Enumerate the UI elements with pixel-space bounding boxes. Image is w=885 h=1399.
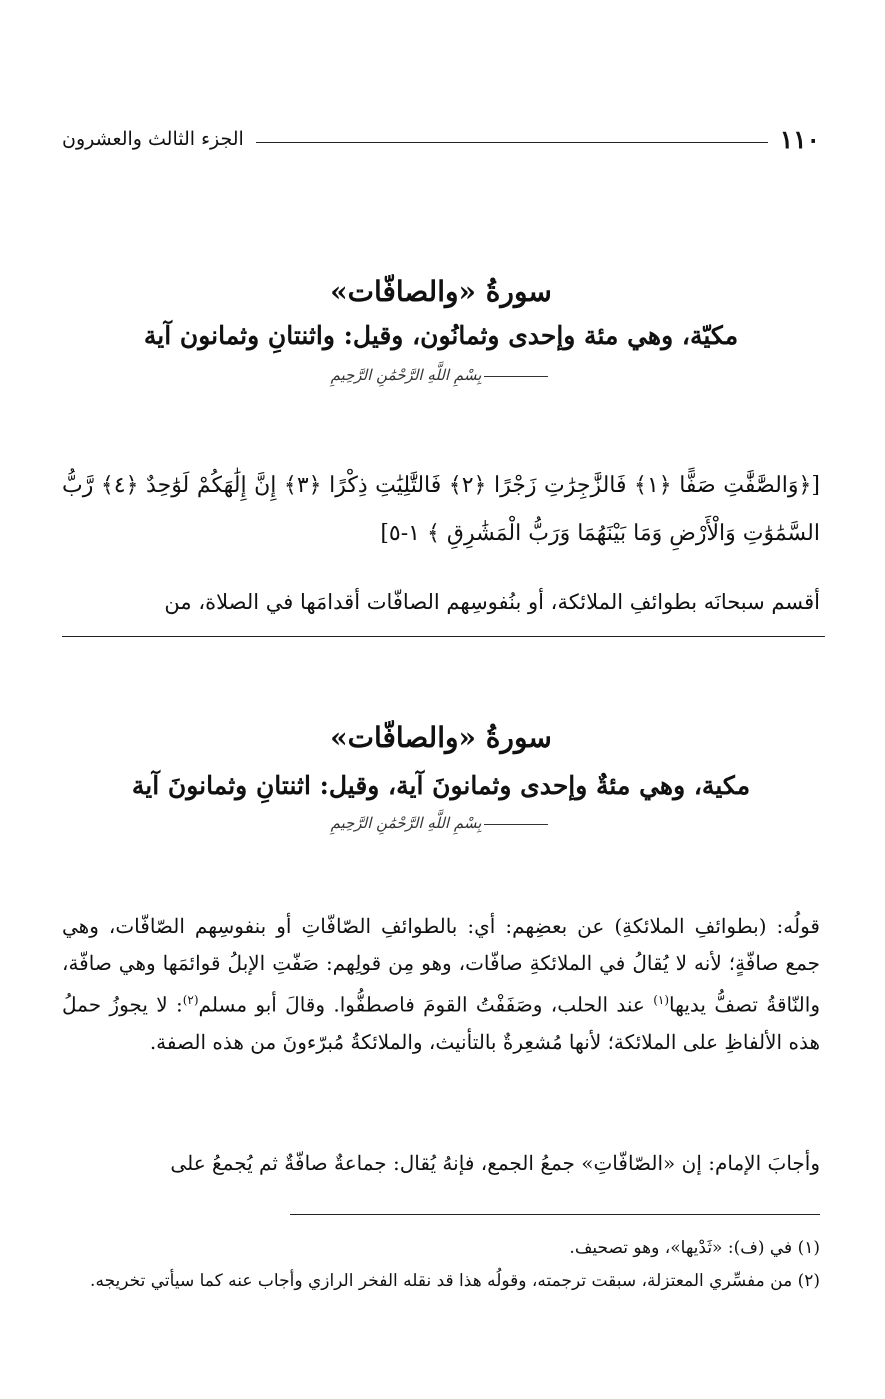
commentary-surah-heading (62, 718, 820, 836)
commentary-paragraph-2: وأجابَ الإمام: إن «الصّافّاتِ» جمعُ الجمع، فإنهُ يُقال: جماعةٌ صافّةٌ ثم يُجمعُ على (170, 1151, 820, 1175)
surah-info: مكيّة، وهي مئة وإحدى وثمانُون، وقيل: واثنتانِ وثمانون آية (143, 321, 739, 350)
commentary-paragraph-1: قولُه: (بطوائفِ الملائكةِ) عن بعضِهم: أي: بالطوائفِ الصّافّاتِ أو بنفوسِهم الصّافّات، وهي جمع صافّةٍ؛ لأنه لا يُقالُ في الملائكةِ صافّات، وهو مِن قولِهم: صَفّتِ الإبلُ قوائمَها وهي صافّة، والنّاقةُ تصفُّ يديها$^{(١)}$ عند الحلب، وصَفَفْتُ القومَ فاصطفُّوا. وقالَ أبو مسلم$^{(٢)}$: لا يجوزُ حملُ هذه الألفاظِ على الملائكة؛ لأنها مُشعِرةٌ بالتأنيث، والملائكةُ مُبرّءونَ من هذه الصفة. (62, 914, 820, 1054)
basmala-stretch-line (484, 824, 548, 825)
part-title: الجزء الثالث والعشرون (62, 128, 244, 150)
page-number: ١١٠ (779, 124, 820, 154)
basmala-commentary: بِسْمِ اللَّهِ الرَّحْمَٰنِ الرَّحِيمِ (62, 810, 820, 836)
footnote-ref-1: (١) (653, 993, 670, 1007)
section-separator (62, 636, 825, 637)
footnote-ref-2: (٢) (182, 993, 199, 1007)
basmala-stretch-line (484, 376, 548, 377)
quran-verses: [﴿وَالصَّٰفَّٰتِ صَفًّا ﴿١﴾ فَالزَّٰجِرَٰتِ زَجْرًا ﴿٢﴾ فَالتَّٰلِيَٰتِ ذِكْرًا ﴿٣﴾ إِنَّ إِلَٰهَكُمْ لَوَٰحِدٌ ﴿٤﴾ رَّبُّ السَّمَٰوَٰتِ وَالْأَرْضِ وَمَا بَيْنَهُمَا وَرَبُّ الْمَشَٰرِقِ ﴾ ١-٥] (62, 473, 821, 546)
header-rule (256, 142, 768, 143)
footnotes (62, 1232, 820, 1298)
surah-title-commentary: سورةُ «والصافّات» (330, 721, 552, 754)
surah-info-commentary: مكية، وهي مئةٌ وإحدى وثمانونَ آية، وقيل: اثنتانِ وثمانونَ آية (131, 771, 751, 800)
basmala: بِسْمِ اللَّهِ الرَّحْمَٰنِ الرَّحِيمِ (62, 362, 820, 388)
running-header (62, 122, 820, 156)
tafsir-surah-heading (62, 272, 820, 388)
footnote-2: (٢) من مفسِّري المعتزلة، سبقت ترجمته، وقولُه هذا قد نقله الفخر الرازي وأجاب عنه كما سيأتي تخريجه. (90, 1271, 820, 1291)
tafsir-text: أقسم سبحانَه بطوائفِ الملائكة، أو بنُفوسِهم الصافّات أقدامَها في الصلاة، من (164, 590, 820, 614)
footnote-1: (١) في (ف): «ثَدْيها»، وهو تصحيف. (569, 1238, 820, 1258)
footnote-rule (290, 1214, 820, 1215)
surah-title: سورةُ «والصافّات» (330, 275, 552, 308)
